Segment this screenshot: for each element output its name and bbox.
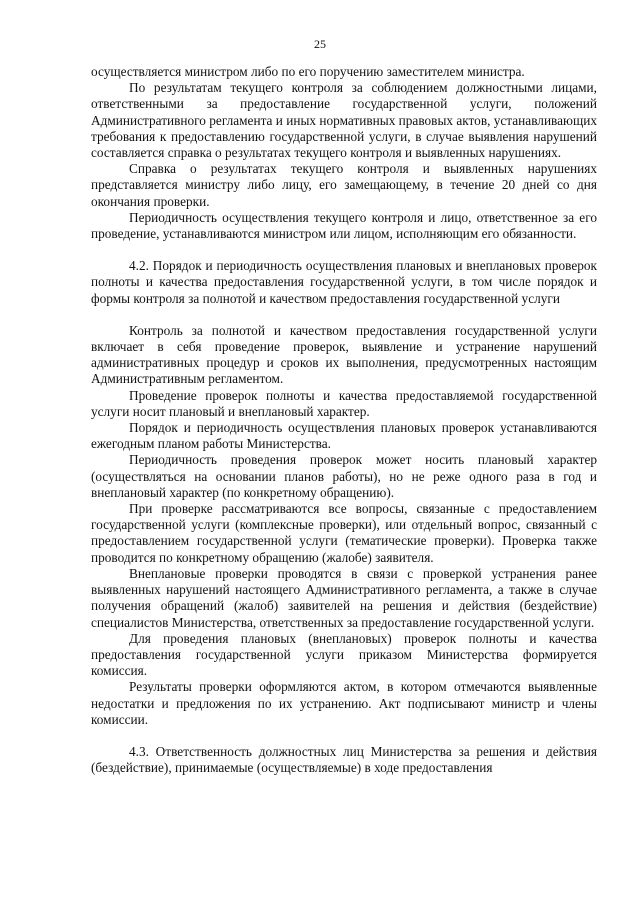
paragraph: Контроль за полнотой и качеством предоставления государственной услуги включает в себя проведение проверок, выявление и устранение нарушений административных процедур и сроков их выполнения, предусмотренных настоящим Административным регламентом. xyxy=(91,322,597,387)
page-number: 25 xyxy=(314,37,326,51)
paragraph: Периодичность осуществления текущего контроля и лицо, ответственное за его проведение, устанавливаются министром или лицом, исполняющим его обязанности. xyxy=(91,209,597,242)
document-body xyxy=(91,64,597,776)
paragraph: Внеплановые проверки проводятся в связи с проверкой устранения ранее выявленных нарушений настоящего Административного регламента, а также в случае получения обращений (жалоб) заявителей на решения и действия (бездействие) специалистов Министерства, ответственных за предоставление государственной услуги. xyxy=(91,565,597,630)
paragraph: Периодичность проведения проверок может носить плановый характер (осуществляться на основании планов работы), но не реже одного раза в год и внеплановый характер (по конкретному обращению). xyxy=(91,452,597,500)
section-heading-4-2: 4.2. Порядок и периодичность осуществления плановых и внеплановых проверок полноты и качества предоставления государственной услуги, в том числе порядок и формы контроля за полнотой и качеством предоставления государственной услуги xyxy=(91,258,597,306)
paragraph: Порядок и периодичность осуществления плановых проверок устанавливаются ежегодным планом работы Министерства. xyxy=(91,420,597,452)
paragraph: Проведение проверок полноты и качества предоставляемой государственной услуги носит плановый и внеплановый характер. xyxy=(91,387,597,419)
paragraph-continuation: осуществляется министром либо по его поручению заместителем министра. xyxy=(91,64,525,79)
section-heading-4-3: 4.3. Ответственность должностных лиц Министерства за решения и действия (бездействие), принимаемые (осуществляемые) в ходе предоставления xyxy=(91,743,597,776)
paragraph: Справка о результатах текущего контроля и выявленных нарушениях представляется министру либо лицу, его замещающему, в течение 20 дней со дня окончания проверки. xyxy=(91,161,597,209)
paragraph: При проверке рассматриваются все вопросы, связанные с предоставлением государственной услуги (комплексные проверки), или отдельный вопрос, связанный с предоставлением государственной услуги (тематические проверки). Проверка также проводится по конкретному обращению (жалобе) заявителя. xyxy=(91,501,597,565)
paragraph: Результаты проверки оформляются актом, в котором отмечаются выявленные недостатки и предложения по их устранению. Акт подписывают министр и члены комиссии. xyxy=(91,679,597,727)
paragraph: По результатам текущего контроля за соблюдением должностными лицами, ответственными за предоставление государственной услуги, положений Административного регламента и иных нормативных правовых актов, устанавливающих требования к предоставлению государственной услуги, в случае выявления нарушений составляется справка о результатах текущего контроля и выявленных нарушениях. xyxy=(91,80,597,161)
paragraph: Для проведения плановых (внеплановых) проверок полноты и качества предоставления государственной услуги приказом Министерства формируется комиссия. xyxy=(91,630,597,679)
